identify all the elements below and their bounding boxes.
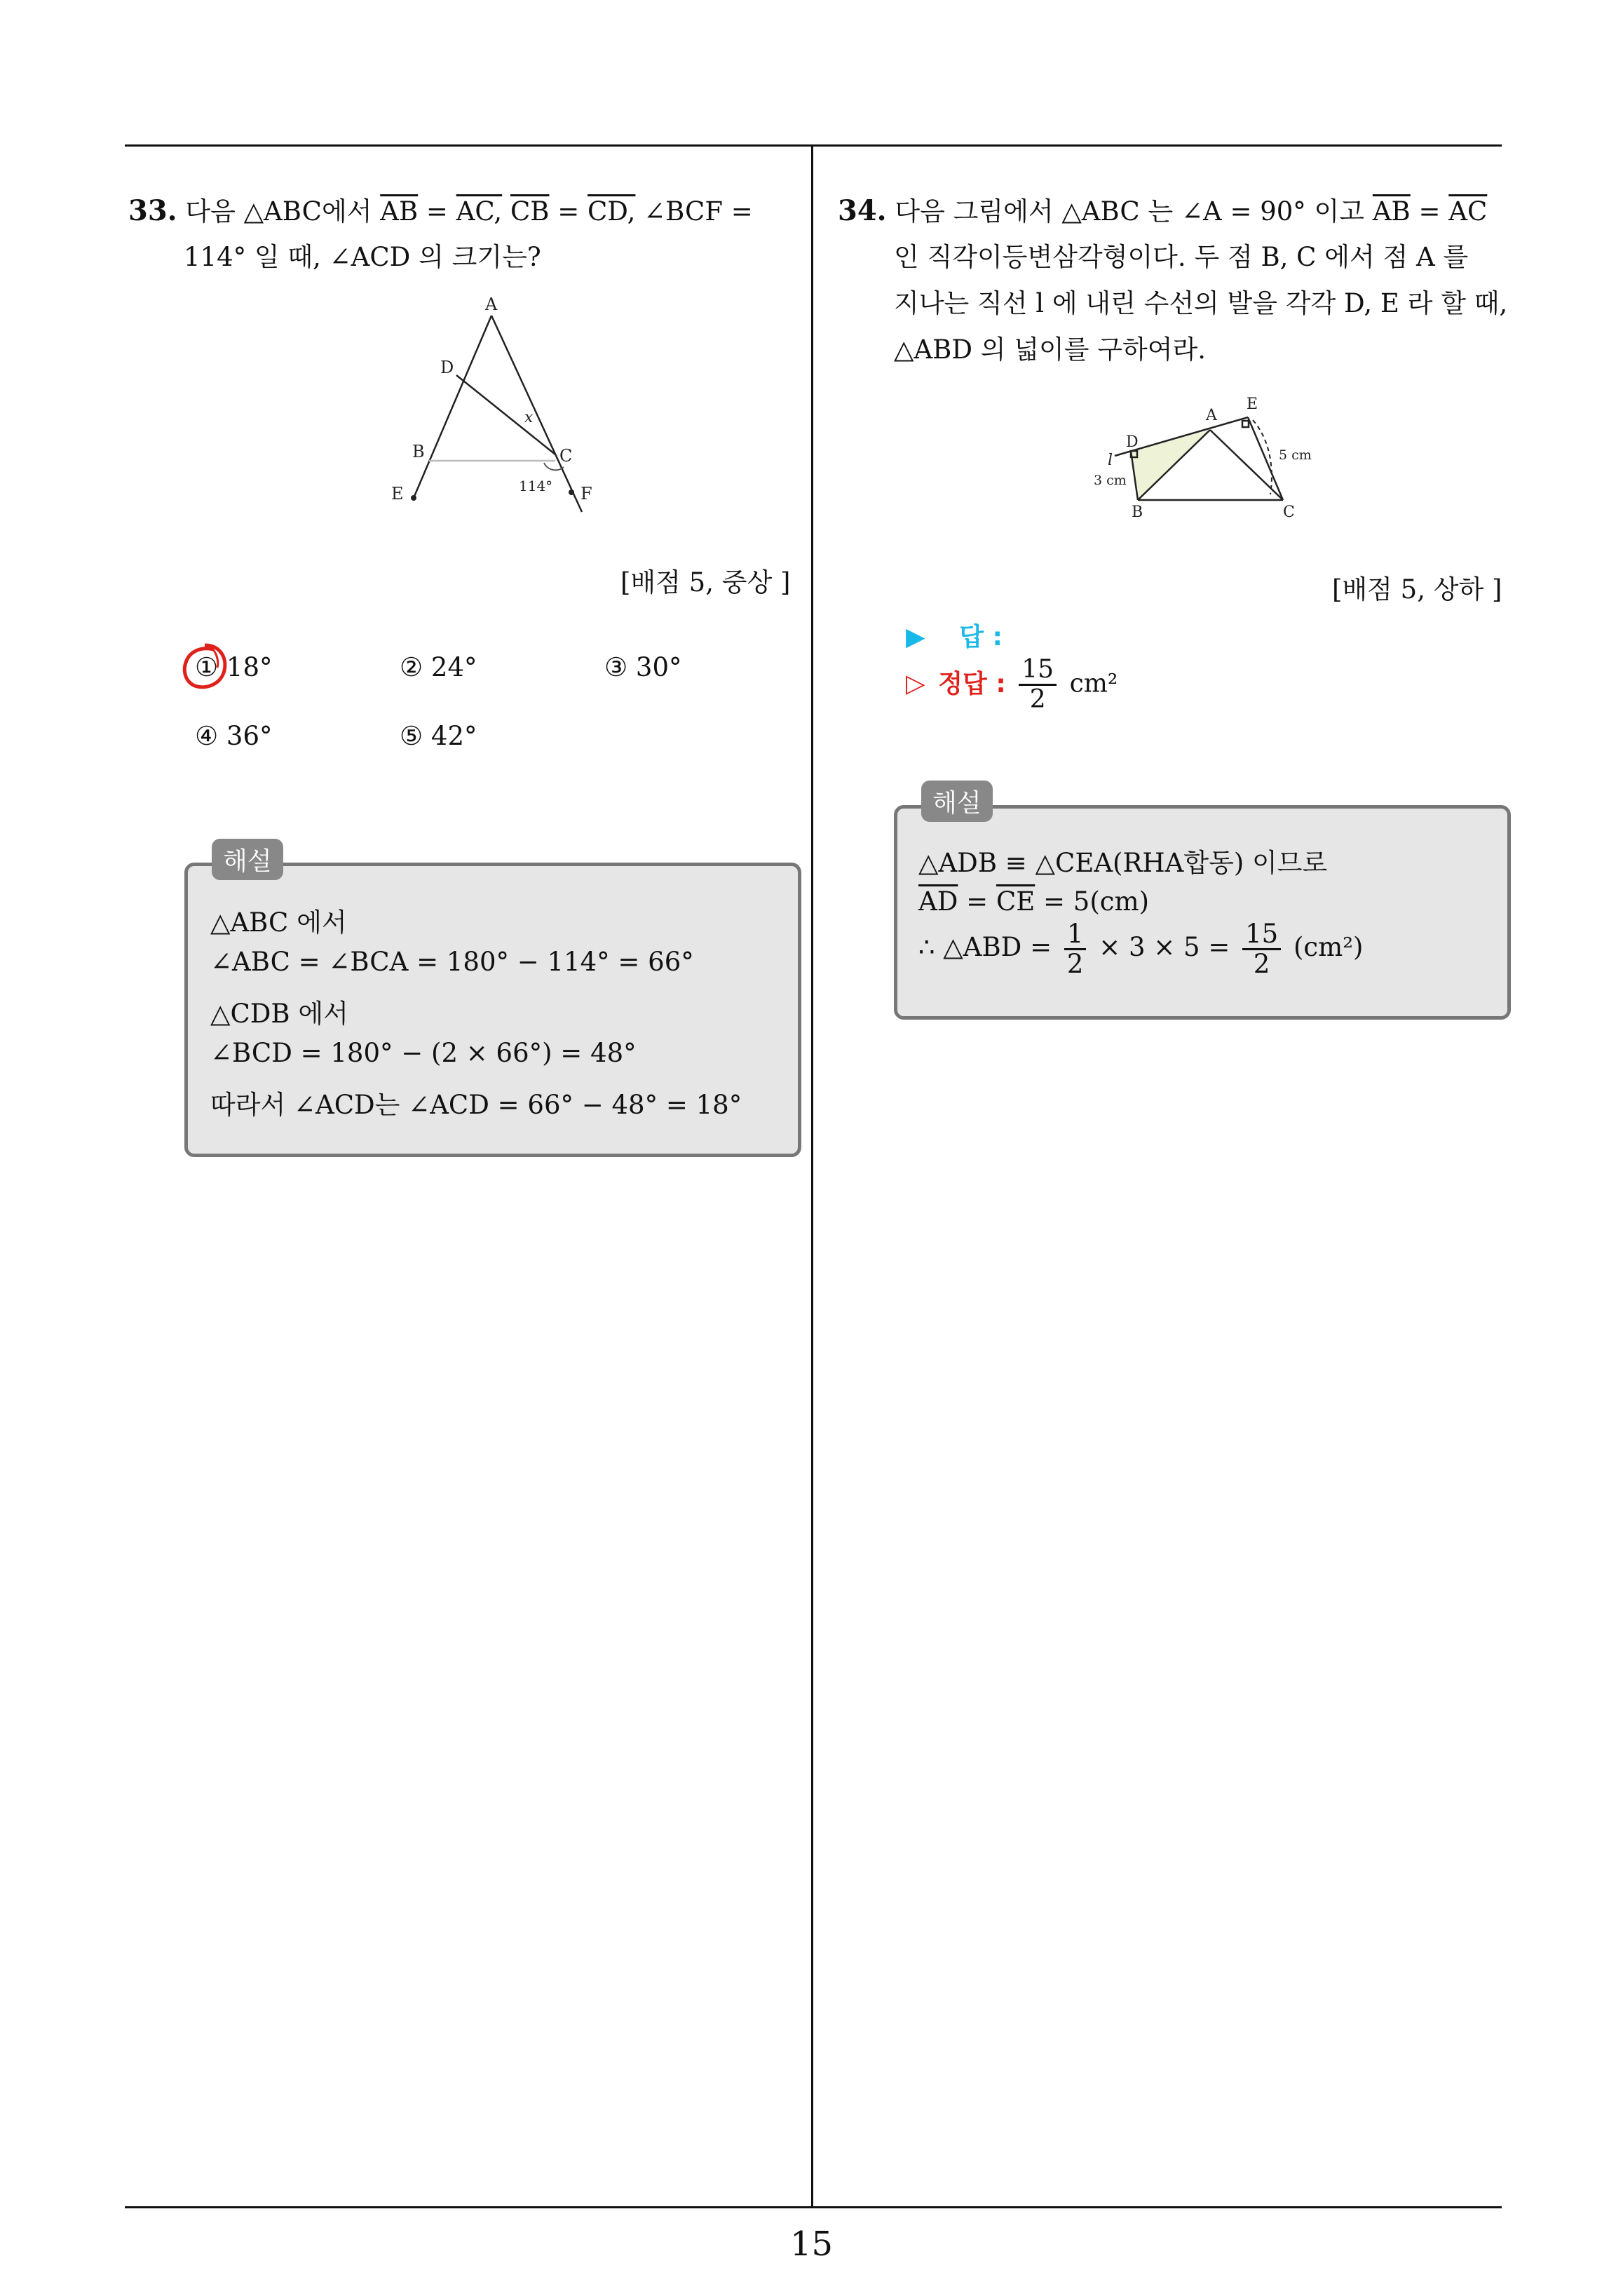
q33-explanation-line-3: △CDB 에서 — [210, 999, 348, 1029]
q33-score: [배점 5, 중상 ] — [620, 567, 791, 597]
q33-line2: 114° 일 때, ∠ACD 의 크기는? — [184, 242, 541, 272]
q34-explanation-line-3 — [918, 920, 1363, 978]
q34-expl-frac-2 — [1242, 920, 1281, 978]
q34-score: [배점 5, 상하 ] — [1332, 574, 1502, 605]
q34-label-c: C — [1283, 504, 1295, 521]
q33-explanation-line-1: △ABC 에서 — [210, 907, 347, 938]
q34-len-3: 3 cm — [1094, 473, 1127, 488]
q34-seg-ab: $\overline{AB}$ — [1372, 196, 1411, 227]
q34-expl-frac-2-den: 2 — [1253, 949, 1270, 979]
q33-angle-bcf: ∠BCF = — [644, 196, 753, 227]
bottom-rule — [125, 2206, 1502, 2208]
q34-number: 34. — [838, 194, 887, 227]
q33-label-a: A — [485, 295, 498, 314]
column-divider — [811, 144, 813, 2208]
q33-explanation-line-5: 따라서 ∠ACD는 ∠ACD = 66° − 48° = 18° — [210, 1090, 742, 1120]
q33-label-x: x — [524, 409, 534, 426]
q34-label-a: A — [1206, 407, 1217, 424]
q34-correct-den: 2 — [1029, 685, 1046, 714]
q34-line3: 지나는 직선 l 에 내린 수선의 발을 각각 D, E 라 할 때, — [894, 288, 1508, 318]
q33-angle-label: 114° — [519, 478, 553, 494]
q33-explanation-line-2: ∠ABC = ∠BCA = 180° − 114° = 66° — [210, 947, 694, 977]
q34-expl-mid: × 3 × 5 = — [1099, 932, 1230, 962]
q34-explanation-line-1: △ADB ≡ △CEA(RHA합동) 이므로 — [918, 848, 1328, 878]
q34-triangle-figure — [1087, 389, 1318, 522]
q34-expl-post: (cm²) — [1293, 932, 1364, 962]
q34-answer-label: 답 : — [959, 623, 1003, 651]
q33-label-e: E — [391, 484, 404, 504]
q33-text-pre: 다음 △ABC에서 — [185, 196, 372, 227]
q34-expl-therefore: ∴ △ABD = — [918, 932, 1052, 962]
q34-expl-eq: = — [966, 886, 989, 917]
q33-seg-ab: $\overline{AB}$ — [380, 196, 419, 227]
q33-label-b: B — [412, 442, 425, 461]
q33-label-f: F — [580, 484, 592, 504]
q34-expl-frac-2-num: 15 — [1242, 920, 1281, 950]
top-rule — [125, 144, 1502, 147]
q33-choice-4[interactable]: ④ 36° — [195, 721, 273, 751]
q33-triangle-figure — [379, 295, 603, 519]
q33-choice-5[interactable]: ⑤ 42° — [400, 721, 477, 751]
q33-label-c: C — [559, 446, 573, 466]
q33-seg-cb: $\overline{CB}$ — [510, 196, 550, 227]
q33-explanation-tab: 해설 — [212, 839, 283, 880]
answer-arrow-icon: ▶ — [906, 623, 925, 651]
q33-seg-ac: AC, — [456, 196, 503, 227]
q34-correct-fraction — [1019, 656, 1057, 714]
q34-expl-frac-1-num: 1 — [1064, 920, 1087, 950]
q34-label-d: D — [1126, 433, 1139, 451]
q33-number: 33. — [128, 194, 177, 227]
q34-correct-num: 15 — [1019, 656, 1057, 686]
q33-eq2: = — [557, 196, 580, 227]
q34-seg-ac: $\overline{AC}$ — [1448, 196, 1488, 227]
q33-choice-2[interactable]: ② 24° — [400, 652, 477, 682]
correct-arrow-icon: ▷ — [906, 669, 925, 698]
q34-eq: = — [1418, 196, 1441, 227]
q33-explanation-line-4: ∠BCD = 180° − (2 × 66°) = 48° — [210, 1038, 637, 1068]
q34-answer-row — [906, 617, 1003, 653]
q34-expl-seg-ad: $\overline{AD}$ — [918, 886, 958, 917]
page-number: 15 — [789, 2224, 834, 2264]
q34-label-b: B — [1132, 504, 1143, 521]
q34-correct-row — [906, 656, 1118, 714]
q33-line1 — [128, 188, 801, 235]
q34-line2: 인 직각이등변삼각형이다. 두 점 B, C 에서 점 A 를 — [894, 242, 1469, 272]
q33-choice-1[interactable]: ① 18° — [195, 652, 273, 682]
q34-explanation-tab: 해설 — [921, 781, 993, 822]
q34-explanation-line-2 — [918, 886, 1149, 917]
q34-label-e: E — [1247, 396, 1258, 413]
q33-label-d: D — [440, 358, 454, 377]
q33-seg-cd: CD, — [587, 196, 636, 227]
q34-line4: △ABD 의 넓이를 구하여라. — [894, 335, 1207, 365]
q34-expl-frac-1 — [1064, 920, 1087, 978]
q34-expl-rest: = 5(cm) — [1043, 886, 1150, 917]
q34-expl-frac-1-den: 2 — [1066, 949, 1084, 979]
q33-eq1: = — [426, 196, 448, 227]
q33-choice-3[interactable]: ③ 30° — [604, 652, 682, 682]
q34-correct-unit: cm² — [1069, 669, 1118, 698]
q34-expl-seg-ce: $\overline{CE}$ — [996, 886, 1035, 917]
q34-line1 — [838, 188, 1487, 235]
q34-label-l: l — [1108, 452, 1113, 469]
q34-len-5: 5 cm — [1279, 447, 1312, 463]
q34-text-pre: 다음 그림에서 △ABC 는 ∠A = 90° 이고 — [895, 196, 1365, 227]
q34-correct-label: 정답 : — [938, 669, 1006, 698]
